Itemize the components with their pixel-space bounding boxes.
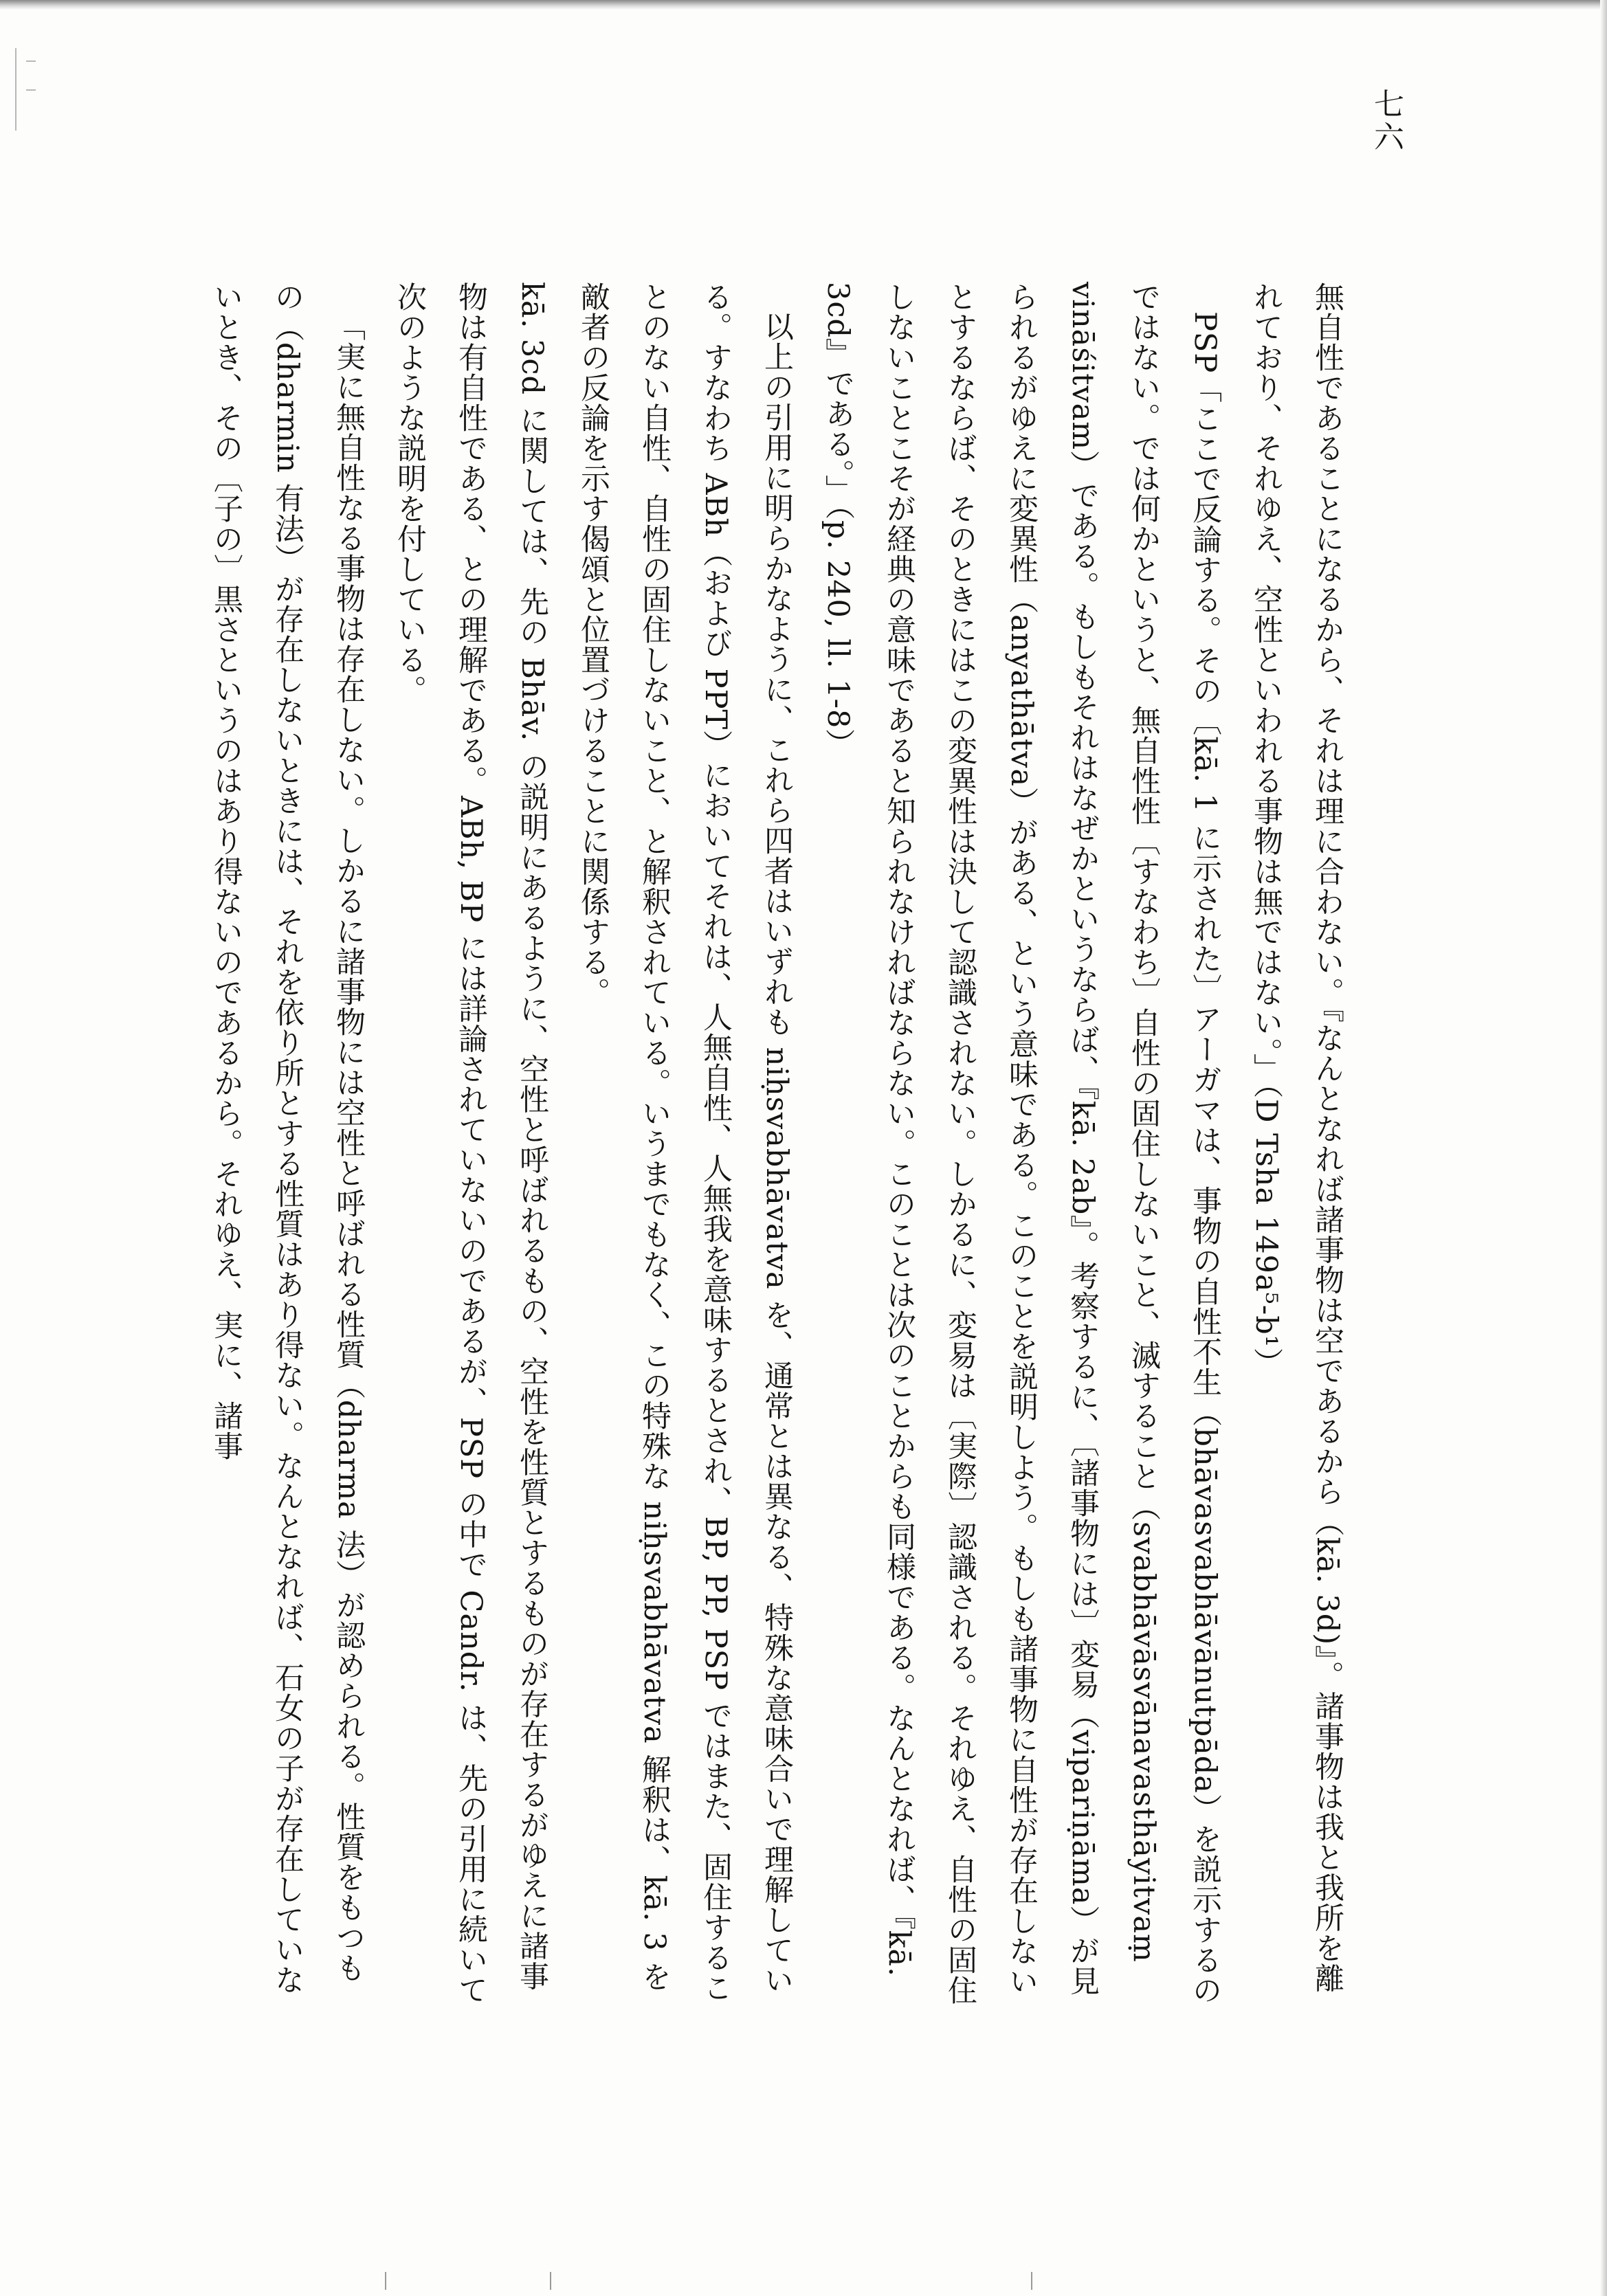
binding-marks	[0, 2268, 1607, 2296]
binding-mark	[1031, 2272, 1032, 2290]
page-number: 七六	[1368, 88, 1404, 154]
binding-mark	[550, 2272, 551, 2290]
paragraph: kā. 3cd に関しては、先の Bhāv. の説明にあるように、空性と呼ばれるもの、空性を性質とするものが存在するがゆえに諸事物は有自性である、との理解である。ABh, BP には詳論されていないのであるが、PSP の中で Candr. は、先の引用に続いて次のような説明を付している。	[392, 282, 549, 2005]
scan-edge-top	[0, 0, 1607, 10]
paragraph: 以上の引用に明らかなように、これら四者はいずれも niḥsvabhāvatva を、通常とは異なる、特殊な意味合いで理解している。すなわち ABh（および PPT）においてそれは、人無自性、人無我を意味するとされ、BP, PP, PSP ではまた、固住することのない自性、自性の固住しないこと、と解釈されている。いうまでもなく、この特殊な niḥsvabhāvatva 解釈は、kā. 3 を敵者の反論を示す偈頌と位置づけることに関係する。	[576, 282, 794, 2003]
margin-tick	[26, 89, 36, 91]
binding-mark	[385, 2272, 386, 2290]
margin-tick	[26, 60, 36, 62]
page-body	[209, 282, 1357, 2007]
paragraph: 無自性であることになるから、それは理に合わない。『なんとなれば諸事物は空であるから（kā. 3d)』。諸事物は我と我所を離れており、それゆえ、空性といわれる事物は無ではない。」（D Tsha 149a⁵-b¹）	[1249, 282, 1344, 1994]
paragraph: PSP「ここで反論する。その〔kā. 1 に示された〕アーガマは、事物の自性不生（bhāvasvabhāvānutpāda）を説示するのではない。では何かというと、無自性性〔すなわち〕自性の固住しないこと、滅すること（svabhāvāsvānavasthāyitvaṃ vināśitvam）である。もしもそれはなぜかというならば、『kā. 2ab』。考察するに、〔諸事物には〕変易（vipariṇāma）が見られるがゆえに変異性（anyathātva）がある、という意味である。このことを説明しよう。もしも諸事物に自性が存在しないとするならば、そのときにはこの変異性は決して認識されない。しかるに、変易は〔実際〕認識される。それゆえ、自性の固住しないことこそが経典の意味であると知られなければならない。このことは次のことからも同様である。なんとなれば、『kā. 3cd』である。」（p. 240, ll. 1-8）	[821, 282, 1222, 2005]
scan-edge-right	[1600, 0, 1607, 2296]
paragraph: 「実に無自性なる事物は存在しない。しかるに諸事物には空性と呼ばれる性質（dharma 法）が認められる。性質をもつもの（dharmin 有法）が存在しないときには、それを依り所とする性質はあり得ない。なんとなれば、石女の子が存在していないとき、その〔子の〕黒さというのはあり得ないのであるから。それゆえ、実に、諸事	[209, 282, 366, 1996]
margin-mark	[15, 48, 27, 131]
